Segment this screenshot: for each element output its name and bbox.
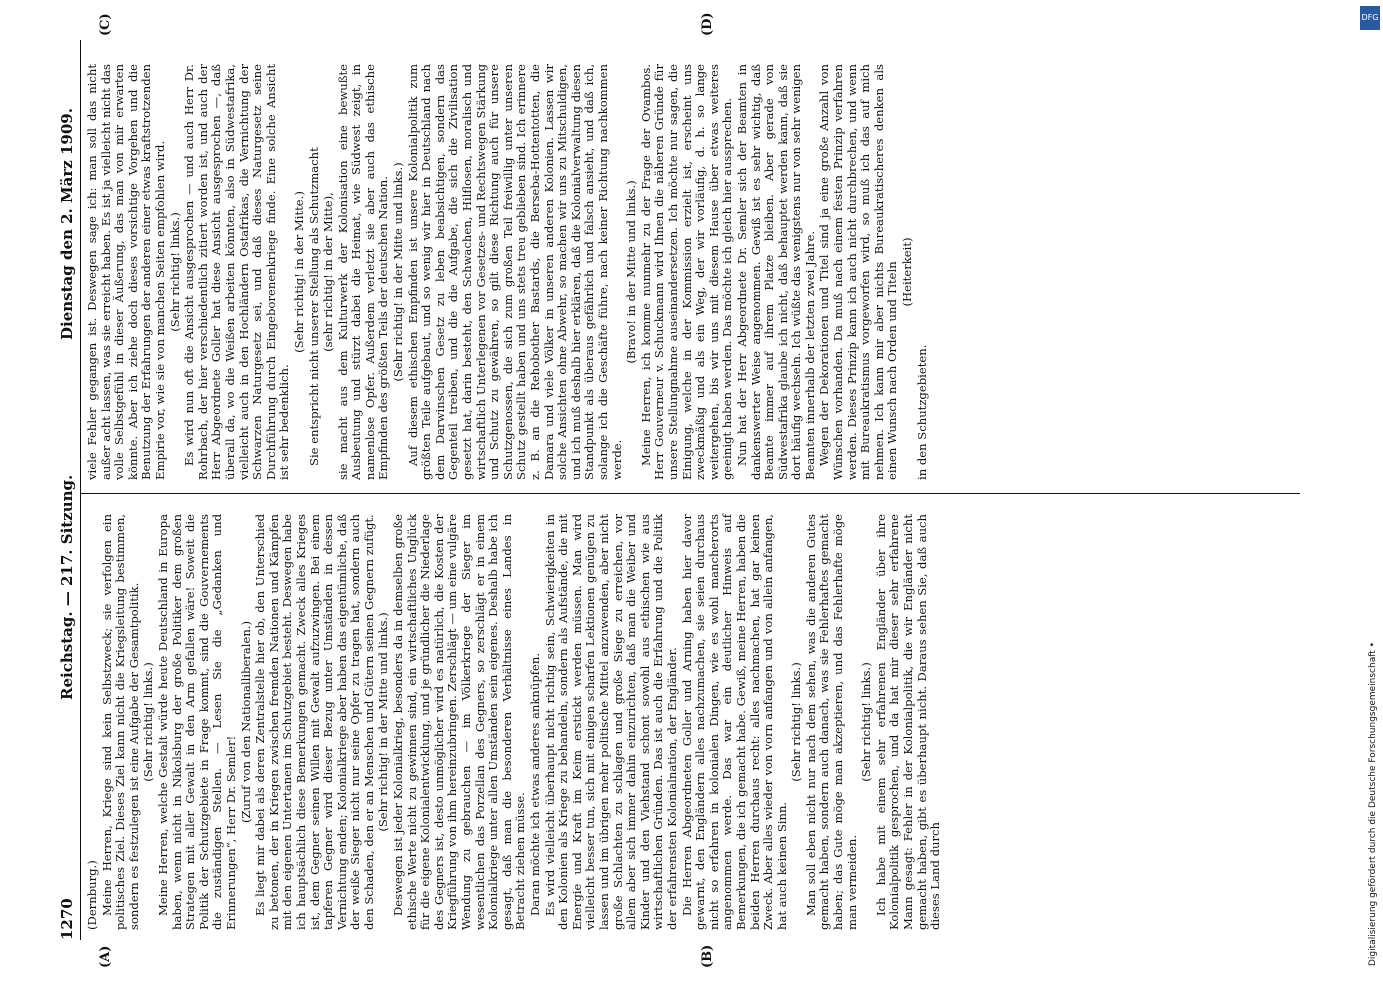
interjection: (Heiterkeit) <box>900 237 915 307</box>
interjection: (Sehr richtig! in der Mitte.) <box>291 191 306 353</box>
paragraph: Ich habe mit einem sehr erfahrenen Engländer über ihre Kolonialpolitik gesprochen, und da hat mir dieser sehr erfahrene Mann gesagt: Fehler in der Kolonialpolitik, die wir Engländer nicht gemacht haben, gibt es überhaupt nicht. Daraus sehen Sie, daß auch dieses Land durch <box>873 514 943 930</box>
interjection: (sehr richtig! in der Mitte), <box>321 192 336 352</box>
paragraph: Es wird vielleicht überhaupt nicht richtig sein, Schwierigkeiten in den Kolonien als Kriege zu behandeln, sondern als Aufstände, die mit Energie und Kraft im Keim erstickt werden müssen. Man wird vielleicht besser tun, sich mit einigen scharfen Lektionen genügen zu lassen und im übrigen mehr politische Mittel anzuwenden, aber nicht große Schlachten zu schlagen und große Siege zu erreichen, vor allem aber sich immer dahin einzurichten, daß man die Weiber und Kinder und den Viehstand schont sowohl aus ethischen wie aus wirtschaftlichen Gründen. Das ist auch die Erfahrung und die Politik der erfahrensten Kolonialnation, der Engländer. <box>542 514 679 930</box>
interjection: (Sehr richtig! links.) <box>859 662 874 782</box>
interjection: (Sehr richtig! links.) <box>141 662 156 782</box>
column-divider <box>80 493 1300 494</box>
header-right-title: Dienstag den 2. März 1909. <box>58 108 76 340</box>
header-left-title: Reichstag. — 217. Sitzung. <box>58 474 76 700</box>
interjection: (Sehr richtig! in der Mitte und links.) <box>376 612 391 832</box>
paragraph: (Dernburg.) <box>85 860 99 930</box>
dfg-logo: DFG <box>1360 6 1380 30</box>
margin-marker-d: (D) <box>700 12 715 36</box>
paragraph: Wegen der Dekorationen und Titel sind ja eine große Anzahl von Wünschen vorhanden. Da muß nach einem festen Prinzip verfahren werden. Dieses Prinzip kann ich auch nicht durchbrechen, und wenn mit Bureaukratismus vorgeworfen wird, so muß ich das auf mich nehmen. Ich kann mir aber nichts Bureaukratischeres denken als einen Wunsch nach Orden und Titeln <box>817 64 900 480</box>
margin-marker-b: (B) <box>700 944 715 968</box>
paragraph: Meine Herren, ich komme nunmehr zu der Frage der Ovambos. Herr Gouverneur v. Schuckmann wird Ihnen die näheren Gründe für unsere Stellungnahme auseinandersetzen. Ich möchte nur sagen, die Einigung, welche in der Kommission erzielt ist, erscheint uns zweckmäßig und als ein Weg, der wir vorläufig, d. h. so lange weitergehen, bis wir uns mit diesem Hause über etwas weiteres geeinigt haben werden. Das möchte ich gleich hier aussprechen. <box>638 64 735 480</box>
interjection: (Sehr richtig! links.) <box>789 662 804 782</box>
interjection: (Bravo! in der Mitte und links.) <box>624 180 639 364</box>
paragraph: sie macht aus dem Kulturwerk der Kolonisation eine bewußte Ausbeutung und stürzt dabei die Heimat, wie Südwest zeigt, in namenlose Opfer. Außerdem verletzt sie aber auch das ethische Empfinden des größten Teils der deutschen Nation. <box>335 64 391 480</box>
interjection: (Sehr richtig! links.) <box>167 212 182 332</box>
paragraph: Es liegt mir dabei als deren Zentralstelle hier ob, den Unterschied zu betonen, der in Kriegen zwischen fremden Nationen und Kämpfen mit den eigenen Untertanen im Schutzgebiet besteht. Deswegen habe ich hauptsächlich diese Bemerkungen gemacht. Zweck alles Krieges ist, dem Gegner seinen Willen mit Gewalt aufzuzwingen. Bei einem tapferen Gegner wird dieser Bezug unter Umständen in dessen Vernichtung enden; Kolonialkriege aber haben das eigentümliche, daß der weiße Sieger nicht nur seine Opfer zu tragen hat, sondern auch den Schaden, den er an Menschen und Gütern seinen Gegnern zufügt. <box>253 514 376 930</box>
interjection: (Sehr richtig! in der Mitte und links.) <box>391 162 406 382</box>
margin-marker-a: (A) <box>98 945 113 968</box>
credit-text: Digitalisierung gefördert durch die Deutsche Forschungsgemeinschaft • <box>1368 642 1378 966</box>
paragraph: Es wird nun oft die Ansicht ausgesprochen — und auch Herr Dr. Rohrbach, der hier verschiedentlich zitiert worden ist, und auch der Herr Abgeordnete Goller hat diese Ansicht ausgesprochen —, daß überall da, wo die Weißen arbeiten könnten, also in Südwestafrika, vielleicht auch in den Hochländern Ostafrikas, die Vernichtung der Schwarzen Naturgesetz sei, und daß dieses Naturgesetz seine Durchführung durch Eingeborenenkriege finde. Eine solche Ansicht ist sehr bedenklich. <box>182 64 292 480</box>
paragraph: Man soll eben nicht nur nach dem sehen, was die anderen Gutes gemacht haben, sondern auch danach, was sie Fehlerhaftes gemacht haben; das Gute möge man akzeptieren, und das Fehlerhafte möge man vermeiden. <box>803 514 859 930</box>
paragraph: Sie entspricht nicht unserer Stellung als Schutzmacht <box>306 147 321 466</box>
page-header <box>52 0 82 1000</box>
margin-marker-c: (C) <box>98 13 113 36</box>
left-column <box>86 514 944 930</box>
page-number: 1270 <box>58 898 76 940</box>
right-column <box>86 64 930 480</box>
paragraph: Nun hat der Herr Abgeordnete Dr. Semler sich der Beamten in dankenswerter Weise angenommen. Gewiß ist es sehr wichtig, daß Beamte immer auf ihrem Platze bleiben. Aber gerade von Südwestafrika glaube ich nicht, daß behauptet werden kann, daß sie dort häufig wechseln. Ich wüßte das wenigstens nur von sehr wenigen Beamten innerhalb der letzten zwei Jahre. <box>734 64 817 480</box>
paragraph: Deswegen ist jeder Kolonialkrieg, besonders da in demselben große ethische Werte nicht zu gewinnen sind, ein wirtschaftliches Unglück für die eigene Kolonialentwicklung, und je gründlicher die Niederlage des Gegners ist, desto unmöglicher wird es natürlich, die Kosten der Kriegführung von ihm hereinzubringen. Zerschlägt — um eine vulgäre Wendung zu gebrauchen — im Völkerkriege der Sieger im wesentlichen das Porzellan des Gegners, so zerschlägt er in einem Kolonialkriege unter allen Umständen sein eigenes. Deshalb habe ich gesagt, daß man die besonderen Verhältnisse eines Landes in Betracht ziehen müsse. <box>391 514 528 930</box>
paragraph: in den Schutzgebieten. <box>914 344 929 480</box>
paragraph: Meine Herren, welche Gestalt würde heute Deutschland in Europa haben, wenn nicht in Nikolsburg der große Politiker dem großen Strategen mit aller Gewalt in den Arm gefallen wäre! Soweit die Politik der Schutzgebiete in Frage kommt, sind die Gouvernements die zuständigen Stellen. — Lesen Sie die „Gedanken und Erinnerungen“, Herr Dr. Semler! <box>155 514 238 930</box>
paragraph: viele Fehler gegangen ist. Deswegen sage ich: man soll das nicht außer acht lassen, was sie erreicht haben. Es ist ja vielleicht nicht das volle Selbstgefühl in dieser Äußerung, das man von mir erwarten könnte. Aber ich ziehe doch dieses vorsichtige Vorgehen und die Benutzung der Erfahrungen der anderen einer etwas kraftstrotzenden Empirie vor, wie sie von manchen Seiten empfohlen wird. <box>85 64 167 480</box>
header-rule <box>80 40 81 940</box>
paragraph: Auf diesem ethischen Empfinden ist unsere Kolonialpolitik zum größten Teile aufgebaut, und so wenig wir hier in Deutschland nach dem Darwinschen Gesetz zu leben beabsichtigen, sondern das Gegenteil treiben, und die die Aufgabe, die sich die Zivilisation gesetzt hat, darin besteht, den Schwachen, Hilflosen, moralisch und wirtschaftlich Unterlegenen vor Gesetzes- und Rechtswegen Stärkung und Schutz zu gewähren, so gilt diese Richtung auch für unsere Schutzgenossen, die sich zum großen Teil freiwillig unter unseren Schutz gestellt haben und uns stets treu geblieben sind. Ich erinnere z. B. an die Rehobother Bastards, die Berseba-Hottentotten, die Damara und viele Völker in unseren anderen Kolonien. Lassen wir solche Ansichten ohne Abwehr, so machen wir uns zu Mitschuldigen, und ich muß deshalb hier erklären, daß die Kolonialverwaltung diesen Standpunkt als überaus gefährlich und falsch ansieht, und daß ich, solange ich die Geschäfte führe, nach keiner Richtung nachkommen werde. <box>405 64 624 480</box>
interjection: (Zuruf von den Nationalliberalen.) <box>238 620 253 824</box>
paragraph: Daran möchte ich etwas anderes anknüpfen. <box>528 652 542 916</box>
digitization-credit <box>1368 36 1382 966</box>
paragraph: Meine Herren, Kriege sind kein Selbstzweck; sie verfolgen ein politisches Ziel. Dieses Ziel kann nicht die Kriegsleitung bestimmen, sondern es festzulegen ist eine Aufgabe der Gesamtpolitik. <box>99 514 141 930</box>
paragraph: Die Herren Abgeordneten Goller und Arning haben hier davor gewarnt, den Engländern alles nachzumachen, sie seien durchaus nicht so erfahren in kolonialen Dingen, wie es wohl mancherorts angenommen werde. Das war ein deutlicher Hinweis auf Bemerkungen, die ich gemacht habe. Gewiß, meine Herren, haben die beiden Herren durchaus recht: alles nachmachen, hat gar keinen Zweck. Aber alles wieder von vorn anfangen und von allein anfangen, hat auch keinen Sinn. <box>679 514 789 930</box>
